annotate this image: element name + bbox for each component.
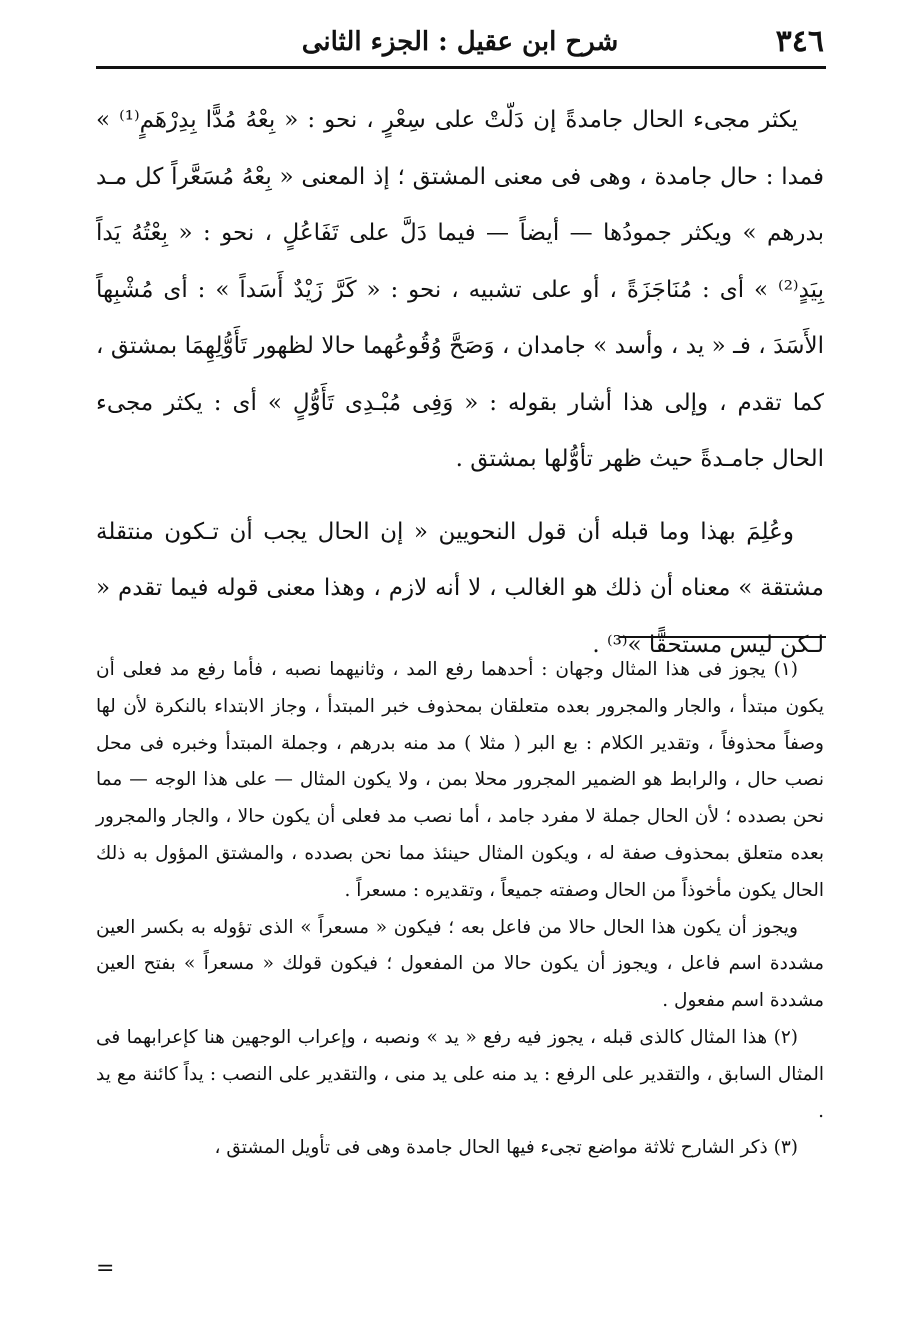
page-header	[96, 14, 824, 66]
body-paragraph: وعُلِمَ بهذا وما قبله أن قول النحويين « إن الحال يجب أن تـكون منتقلة مشتقة » معناه أن ذلك هو الغالب ، لا أنه لازم ، وهذا معنى قوله فيما تقدم « لـكن ليس مستحقًّا »⁽³⁾ .	[96, 518, 824, 658]
continuation-mark: =	[96, 1256, 115, 1281]
page-number: ٣٤٦	[775, 24, 824, 59]
footnote-3: (٣) ذكر الشارح ثلاثة مواضع تجىء فيها الحال جامدة وهى فى تأويل المشتق ،	[214, 1137, 798, 1159]
footnote-2: (٢) هذا المثال كالذى قبله ، يجوز فيه رفع « يد » ونصبه ، وإعراب الوجهين هنا كإعرابهما فى المثال السابق ، والتقدير على الرفع : يد منه على يد منى ، والتقدير على النصب : يداً كائنة مع يد .	[96, 1026, 824, 1122]
main-text	[96, 92, 824, 673]
footnotes	[96, 652, 824, 1167]
footnote-1: (١) يجوز فى هذا المثال وجهان : أحدهما رفع المد ، وثانيهما نصبه ، فأما رفع مد فعلى أن يكون مبتدأ ، والجار والمجرور بعده متعلقان بمحذوف خبر المبتدأ ، وجاز الابتداء بالنكرة لأن لها وصفاً محذوفاً ، وتقدير الكلام : بع البر ( مثلا ) مد منه بدرهم ، وجملة المبتدأ وخبره فى محل نصب حال ، والرابط هو الضمير المجرور محلا بمن ، ولا يكون المثال — على هذا الوجه — مما نحن بصدده ؛ لأن الحال جملة لا مفرد جامد ، أما نصب مد فعلى أن يكون حالا ، والجار والمجرور بعده متعلق بمحذوف صفة له ، ويكون المثال حينئذ مما نحن بصدده ، والمشتق المؤول به ذلك الحال يكون مأخوذاً من الحال وصفته جميعاً ، وتقديره : مسعراً .	[96, 659, 824, 901]
header-rule	[96, 66, 826, 69]
running-title: شرح ابن عقيل : الجزء الثانى	[301, 27, 619, 57]
footnote-separator	[620, 636, 826, 638]
body-paragraph: يكثر مجىء الحال جامدةً إن دَلّتْ على سِعْرٍ ، نحو : « بِعْهُ مُدًّا بِدِرْهَمٍ⁽¹⁾ » فمدا : حال جامدة ، وهى فى معنى المشتق ؛ إذ المعنى « بِعْهُ مُسَعَّراً كل مـد بدرهم » ويكثر جمودُها — أيضاً — فيما دَلَّ على تَفَاعُلٍ ، نحو : « بِعْتُهُ يَداً بِيَدٍ⁽²⁾ » أى : مُنَاجَزَةً ، أو على تشبيه ، نحو : « كَرَّ زَيْدٌ أَسَداً » : أى مُشْبِهاً الأَسَدَ ، فـ « يد ، وأسد » جامدان ، وَصَحَّ وُقُوعُهما حالا لظهور تَأَوُّلِهِمَا بمشتق ، كما تقدم ، وإلى هذا أشار بقوله : « وَفِى مُبْـدِى تَأَوُّلٍ » أى : يكثر مجىء الحال جامـدةً حيث ظهر تأوُّلها بمشتق .	[96, 107, 824, 472]
footnote-1-continued: ويجوز أن يكون هذا الحال حالا من فاعل بعه ؛ فيكون « مسعراً » الذى تؤوله به بكسر العين مشددة اسم فاعل ، ويجوز أن يكون حالا من المفعول ؛ فيكون قولك « مسعراً » بفتح العين مشددة اسم مفعول .	[96, 916, 824, 1012]
